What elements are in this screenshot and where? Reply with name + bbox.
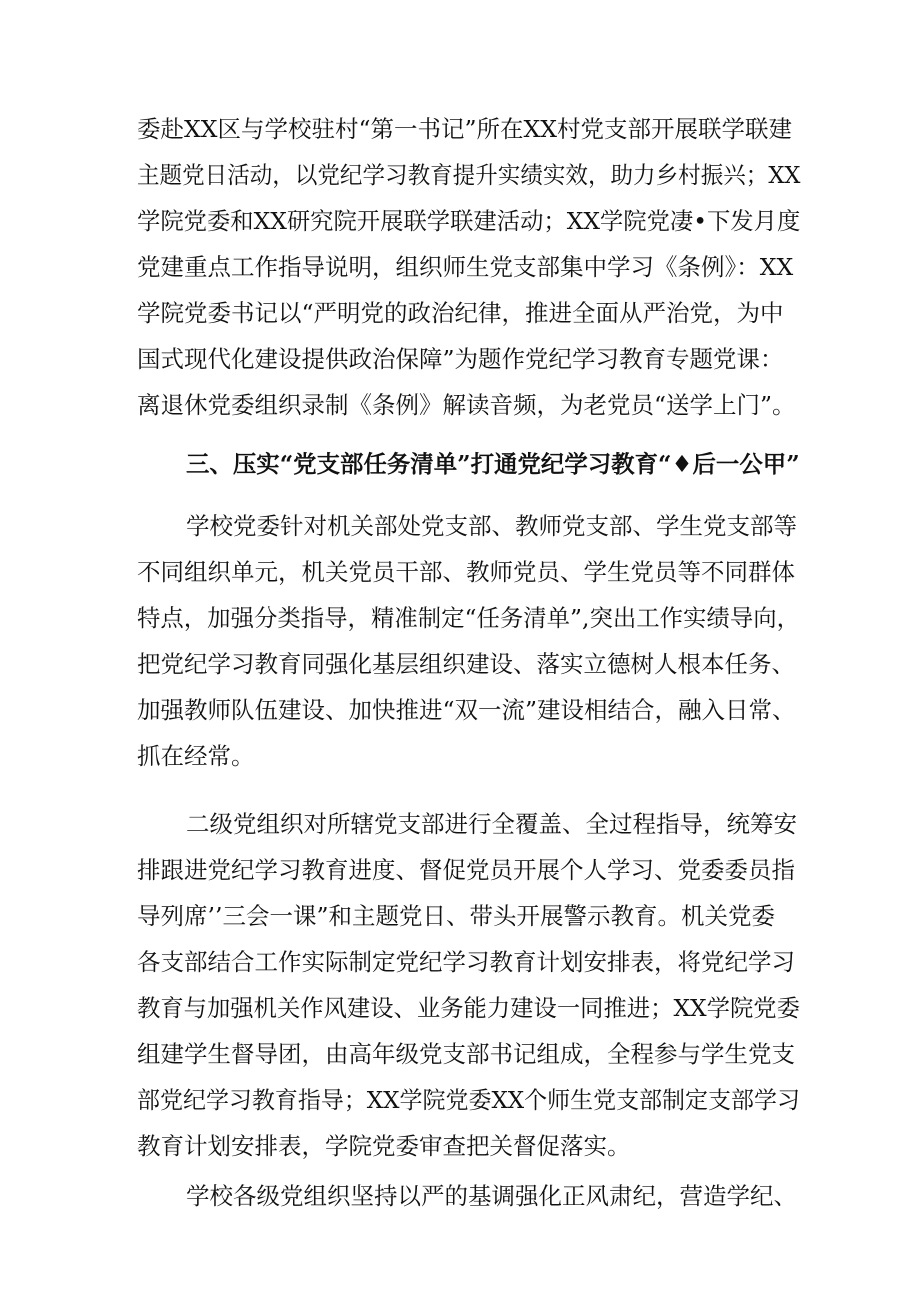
text-line: 部党纪学习教育指导；XX学院党委XX个师生党支部制定支部学习 xyxy=(137,1086,800,1114)
text-line: 学校党委针对机关部处党支部、教师党支部、学生党支部等 xyxy=(186,512,797,540)
text-line: 组建学生督导团，由高年级党支部书记组成，全程参与学生党支 xyxy=(137,1040,795,1068)
text-line: 二级党组织对所辖党支部进行全覆盖、全过程指导，统筹安 xyxy=(186,810,797,838)
text-line: 不同组织单元，机关党员干部、教师党员、学生党员等不同群体 xyxy=(137,558,795,586)
text-line: 特点，加强分类指导，精准制定“任务清单”,突出工作实绩导向， xyxy=(137,604,801,632)
text-line: 国式现代化建设提供政治保障”为题作党纪学习教育专题党课： xyxy=(137,345,784,373)
text-line: 学院党委和XX研究院开展联学联建活动；XX学院党凄•下发月度 xyxy=(137,207,801,235)
text-line: 学校各级党组织坚持以严的基调强化正风肃纪，营造学纪、 xyxy=(186,1182,797,1210)
text-line: 教育与加强机关作风建设、业务能力建设一同推进；XX学院党委 xyxy=(137,994,800,1022)
text-line: 导列席’’三会一课”和主题党日、带头开展警示教育。机关党委 xyxy=(137,902,775,930)
text-line: 离退休党委组织录制《条例》解读音频，为老党员“送学上门”。 xyxy=(137,391,796,419)
text-line: 党建重点工作指导说明，组织师生党支部集中学习《条例》：XX xyxy=(137,253,794,281)
text-line: 加强教师队伍建设、加快推进“双一流”建设相结合，融入日常、 xyxy=(137,696,796,724)
text-line: 排跟进党纪学习教育进度、督促党员开展个人学习、党委委员指 xyxy=(137,856,795,884)
text-line: 把党纪学习教育同强化基层组织建设、落实立德树人根本任务、 xyxy=(137,650,795,678)
text-line: 教育计划安排表，学院党委审查把关督促落实。 xyxy=(137,1132,631,1160)
text-line: 学院党委书记以“严明党的政治纪律，推进全面从严治党，为中 xyxy=(137,299,784,327)
text-line: 主题党日活动，以党纪学习教育提升实绩实效，助力乡村振兴；XX xyxy=(137,161,801,189)
text-line: 抓在经常。 xyxy=(137,742,255,770)
text-line: 各支部结合工作实际制定党纪学习教育计划安排表，将党纪学习 xyxy=(137,948,795,976)
section-heading: 三、压实“党支部任务清单”打通党纪学习教育“♦后一公甲” xyxy=(186,450,800,478)
text-line: 委赴XX区与学校驻村“第一书记”所在XX村党支部开展联学联建 xyxy=(137,115,792,143)
